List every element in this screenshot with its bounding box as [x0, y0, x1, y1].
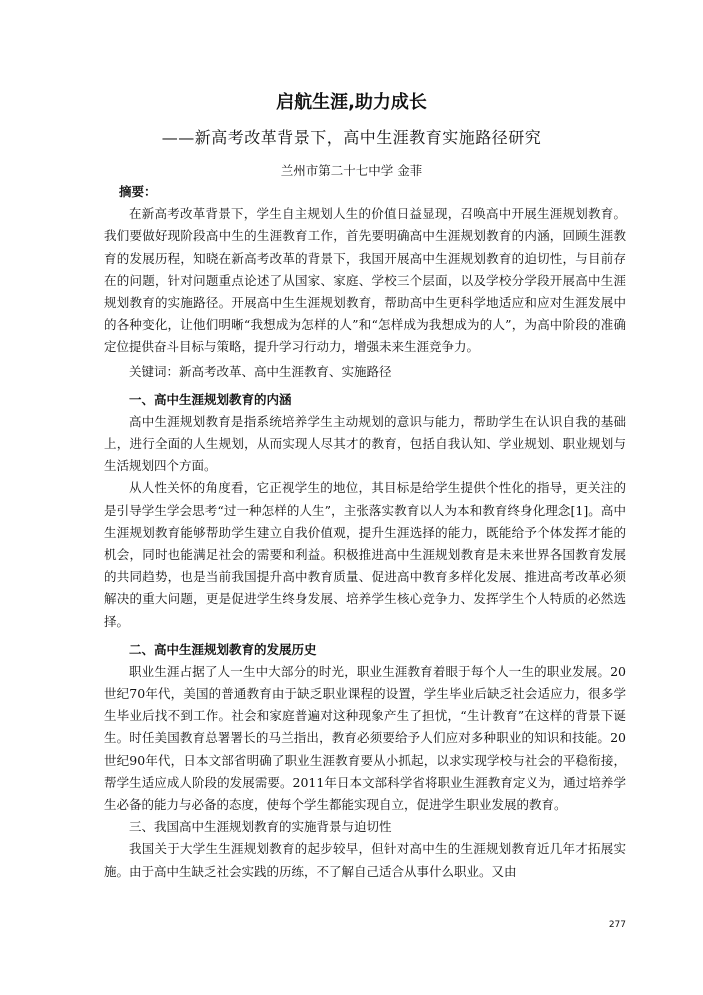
abstract-text: 在新高考改革背景下，学生自主规划人生的价值日益显现，召唤高中开展生涯规划教育。我们要做好现阶段高中生的生涯教育工作，首先要明确高中生涯规划教育的内涵，回顾生涯教育的发展历程，知晓在新高考改革的背景下，我国开展高中生涯规划教育的迫切性，与目前存在的问题，针对问题重点论述了从国家、家庭、学校三个层面，以及学校分学段开展高中生涯规划教育的实施路径。开展高中生生涯规划教育，帮助高中生更科学地适应和应对生涯发展中的各种变化，让他们明晰“我想成为怎样的人”和“怎样成为我想成为的人”，为高中阶段的准确定位提供奋斗目标与策略，提升学习行动力，增强未来生涯竞争力。 — [104, 206, 626, 355]
author-affiliation: 兰州市第二十七中学 金菲 — [280, 163, 423, 178]
section-2-heading: 二、高中生涯规划教育的发展历史 — [129, 641, 317, 657]
section-3-heading: 三、我国高中生涯规划教育的实施背景与迫切性 — [129, 819, 392, 835]
abstract-label: 摘要： — [119, 184, 157, 199]
section-1-heading: 一、高中生涯规划教育的内涵 — [129, 391, 292, 407]
paper-subtitle: ——新高考改革背景下，高中生涯教育实施路径研究 — [161, 128, 542, 147]
page-number: 277 — [608, 920, 626, 930]
paper-title: 启航生涯,助力成长 — [276, 92, 427, 113]
section-3-paragraph-1: 我国关于大学生生涯规划教育的起步较早，但针对高中生的生涯规划教育近几年才拓展实施。由于高中生缺乏社会实践的历练，不了解自己适合从事什么职业。又由 — [104, 841, 626, 879]
section-2-paragraph-1: 职业生涯占据了人一生中大部分的时光，职业生涯教育着眼于每个人一生的职业发展。20世纪70年代，美国的普通教育由于缺乏职业课程的设置，学生毕业后缺乏社会适应力，很多学生毕业后找不到工作。社会和家庭普遍对这种现象产生了担忧，“生计教育”在这样的背景下诞生。时任美国教育总署署长的马兰指出，教育必须要给予人们应对多种职业的知识和技能。20世纪90年代，日本文部省明确了职业生涯教育要从小抓起，以求实现学校与社会的平稳衔接，帮学生适应成人阶段的发展需要。2011年日本文部科学省将职业生涯教育定义为，通过培养学生必备的能力与必备的态度，使每个学生都能实现自立，促进学生职业发展的教育。 — [104, 663, 626, 813]
section-1-paragraph-1: 高中生涯规划教育是指系统培养学生主动规划的意识与能力，帮助学生在认识自我的基础上，进行全面的人生规划，从而实现人尽其才的教育，包括自我认知、学业规划、职业规划与生活规划四个方面。 — [104, 413, 626, 474]
paper-body — [104, 181, 626, 883]
keywords: 关键词：新高考改革、高中生涯教育、实施路径 — [129, 363, 392, 379]
section-1-paragraph-2: 从人性关怀的角度看，它正视学生的地位，其目标是给学生提供个性化的指导，更关注的是引导学生学会思考“过一种怎样的人生”，主张落实教育以人为本和教育终身化理念[1]。高中生涯规划教育能够帮助学生建立自我价值观，提升生涯选择的能力，既能给予个体发挥才能的机会，同时也能满足社会的需要和利益。积极推进高中生涯规划教育是未来世界各国教育发展的共同趋势，也是当前我国提升高中教育质量、促进高中教育多样化发展、推进高考改革必须解决的重大问题，更是促进学生终身发展、培养学生核心竞争力、发挥学生个人特质的必然选择。 — [104, 480, 626, 629]
